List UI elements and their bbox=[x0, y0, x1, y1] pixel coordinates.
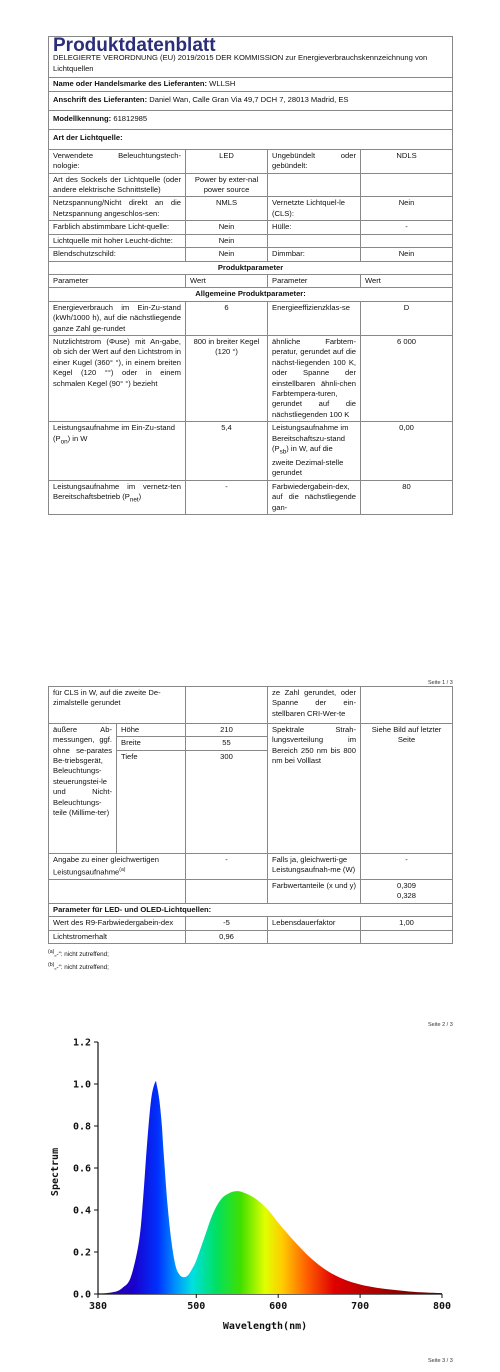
row-label: Lichtquelle mit hoher Leucht-dichte: bbox=[49, 234, 186, 247]
pon-label: Leistungsaufnahme im Ein-Zu-stand $(P_{on})$ in W bbox=[49, 422, 186, 481]
row-label: Hülle: bbox=[268, 221, 361, 234]
col-header-value: Wert bbox=[361, 274, 453, 287]
model-label: Modellkennung: bbox=[53, 114, 112, 124]
x-tick-label: 700 bbox=[351, 1301, 370, 1312]
row-value bbox=[361, 173, 453, 197]
flux-value: 800 in breiter Kegel (120 °) bbox=[186, 335, 268, 421]
table-row bbox=[49, 149, 453, 173]
page-title: Produktdatenblatt bbox=[53, 35, 216, 56]
row-label: Farblich abstimmbare Licht-quelle: bbox=[49, 221, 186, 234]
spd-value: Siehe Bild auf letzter Seite bbox=[361, 723, 453, 853]
life-label: Lebensdauerfaktor bbox=[268, 917, 361, 930]
row-value: Nein bbox=[186, 221, 268, 234]
dims-label: äußere Ab-messungen, ggf. ohne se-parates Be-triebsgerät, Beleuchtungs-steuerungstei-le und Nicht-Beleuchtungs-teile (Millime-ter) bbox=[49, 723, 117, 853]
y-tick-label: 0.8 bbox=[72, 1121, 91, 1133]
row-value bbox=[361, 234, 453, 247]
supplier-name: WLLSH bbox=[209, 79, 236, 89]
page-number: Seite 2 / 3 bbox=[428, 1022, 453, 1028]
equiv-w-value: - bbox=[361, 853, 453, 879]
maint-value: 0,96 bbox=[186, 930, 268, 943]
row-label: Netzspannung/Nicht direkt an die Netzspannung angeschlos-sen: bbox=[49, 197, 186, 221]
table-row bbox=[49, 917, 453, 930]
row-label: Ungebündelt oder gebündelt: bbox=[268, 149, 361, 173]
row-label: Art des Sockels der Lichtquelle (oder andere elektrische Schnittstelle) bbox=[49, 173, 186, 197]
page-1 bbox=[48, 36, 452, 515]
table-row bbox=[49, 687, 453, 724]
page-number: Seite 3 / 3 bbox=[428, 1358, 453, 1364]
col-header-param: Parameter bbox=[49, 274, 186, 287]
y-axis-label: Spectrum bbox=[50, 1147, 61, 1197]
equiv-label: Angabe zu einer gleichwertigen Leistungsaufnahme$^{(a)}$ bbox=[49, 853, 186, 879]
cri-cont-label: ze Zahl gerundet, oder Spanne der ein-stellbaren CRI-Wer-te bbox=[268, 687, 361, 724]
table-row bbox=[49, 173, 453, 197]
energy-label: Energieverbrauch im Ein-Zu-stand (kWh/1000 h), auf die nächstliegende ganze Zahl ge-rundet bbox=[49, 301, 186, 335]
psb-value: 0,00 bbox=[361, 422, 453, 481]
energy-value: 6 bbox=[186, 301, 268, 335]
psb-label: Leistungsaufnahme im Bereitschaftszu-stand $(P_{sb})$ in W, auf die zweite Dezimal-stelle gerundet bbox=[268, 422, 361, 481]
row-value: Nein bbox=[361, 248, 453, 261]
dim-name: Breite bbox=[117, 737, 186, 750]
x-axis-label: Wavelength(nm) bbox=[222, 1321, 308, 1332]
row-value: NDLS bbox=[361, 149, 453, 173]
row-value: Nein bbox=[186, 248, 268, 261]
table-row bbox=[49, 723, 453, 736]
cct-label: ähnliche Farbtem-peratur, gerundet auf die nächst-liegenden 100 K, oder Spanne der einstellbaren ähnli-chen Farbtempera-turen, gerundet auf die nächstliegenden 100 K bbox=[268, 335, 361, 421]
life-value: 1,00 bbox=[361, 917, 453, 930]
model-number: 61812985 bbox=[113, 114, 148, 124]
column-header-row bbox=[49, 274, 453, 287]
x-tick-label: 500 bbox=[187, 1301, 206, 1312]
spectrum-area bbox=[98, 1081, 442, 1294]
x-tick-label: 800 bbox=[432, 1301, 452, 1312]
x-tick-label: 380 bbox=[88, 1301, 108, 1312]
chroma-values: 0,309 0,328 bbox=[361, 879, 453, 903]
dim-value: 300 bbox=[186, 750, 268, 853]
flux-label: Nutzlichtstrom (Φuse) mit An-gabe, ob sich der Wert auf den Lichtstrom in einer Kugel (360° °), in einem breiten Kegel (120 °°) oder in einem schmalen Kegel (90° °) bezieht bbox=[49, 335, 186, 421]
table-row bbox=[49, 335, 453, 421]
row-label bbox=[268, 173, 361, 197]
datasheet-table-page2 bbox=[48, 686, 453, 944]
row-value: - bbox=[361, 221, 453, 234]
col-header-value: Wert bbox=[186, 274, 268, 287]
product-params-heading: Produktparameter bbox=[49, 261, 453, 274]
x-tick-label: 600 bbox=[269, 1301, 288, 1312]
footnote-a: $^{(a)}$„-“: nicht zutreffend; bbox=[48, 949, 109, 959]
y-tick-label: 1.2 bbox=[72, 1037, 91, 1049]
pon-value: 5,4 bbox=[186, 422, 268, 481]
row-value: NMLS bbox=[186, 197, 268, 221]
supplier-name-label: Name oder Handelsmarke des Lieferanten: bbox=[53, 79, 208, 89]
r9-label: Wert des R9-Farbwiedergabein-dex bbox=[49, 917, 186, 930]
y-tick-label: 0.2 bbox=[72, 1247, 91, 1259]
row-label: Verwendete Beleuchtungstech-nologie: bbox=[49, 149, 186, 173]
y-tick-label: 0.4 bbox=[72, 1205, 91, 1217]
page-number: Seite 1 / 3 bbox=[428, 680, 453, 686]
page-2 bbox=[48, 686, 452, 973]
table-row bbox=[49, 221, 453, 234]
dim-value: 210 bbox=[186, 723, 268, 736]
table-row bbox=[49, 234, 453, 247]
col-header-param: Parameter bbox=[268, 274, 361, 287]
row-label: Vernetzte Lichtquel-le (CLS): bbox=[268, 197, 361, 221]
table-row bbox=[49, 879, 453, 903]
table-row bbox=[49, 197, 453, 221]
table-row bbox=[49, 930, 453, 943]
row-label bbox=[268, 234, 361, 247]
dim-value: 55 bbox=[186, 737, 268, 750]
table-row bbox=[49, 422, 453, 481]
cls-cont-label: für CLS in W, auf die zweite De-zimalstelle gerundet bbox=[49, 687, 186, 724]
eeclass-value: D bbox=[361, 301, 453, 335]
row-value: Nein bbox=[186, 234, 268, 247]
row-label: Dimmbar: bbox=[268, 248, 361, 261]
led-params-heading: Parameter für LED- und OLED-Lichtquellen: bbox=[49, 903, 453, 916]
row-value: LED bbox=[186, 149, 268, 173]
cct-value: 6 000 bbox=[361, 335, 453, 421]
row-label: Blendschutzschild: bbox=[49, 248, 186, 261]
maint-label: Lichtstromerhalt bbox=[49, 930, 186, 943]
spd-label: Spektrale Strah-lungsverteilung im Bereich 250 nm bis 800 nm bei Volllast bbox=[268, 723, 361, 853]
row-value: Power by exter-nal power source bbox=[186, 173, 268, 197]
datasheet-table-page1 bbox=[48, 36, 453, 515]
eeclass-label: Energieeffizienzklas-se bbox=[268, 301, 361, 335]
pnet-label: Leistungsaufnahme im vernetz-ten Bereitschaftsbetrieb $(P_{net})$ bbox=[49, 480, 186, 514]
light-source-type-heading: Art der Lichtquelle: bbox=[49, 130, 453, 149]
table-row bbox=[49, 301, 453, 335]
table-row bbox=[49, 248, 453, 261]
equiv-value: - bbox=[186, 853, 268, 879]
table-row bbox=[49, 480, 453, 514]
dim-name: Tiefe bbox=[117, 750, 186, 853]
footnote-b: $^{(b)}$„-“: nicht zutreffend; bbox=[48, 962, 109, 972]
general-params-heading: Allgemeine Produktparameter: bbox=[49, 288, 453, 301]
y-tick-label: 1.0 bbox=[72, 1079, 91, 1091]
row-value: Nein bbox=[361, 197, 453, 221]
y-tick-label: 0.0 bbox=[72, 1289, 91, 1301]
address: Daniel Wan, Calle Gran Via 49,7 DCH 7, 28013 Madrid, ES bbox=[149, 94, 349, 104]
dim-name: Höhe bbox=[117, 723, 186, 736]
y-tick-label: 0.6 bbox=[72, 1163, 91, 1175]
chroma-label: Farbwertanteile (x und y) bbox=[268, 879, 361, 903]
regulation-text: DELEGIERTE VERORDNUNG (EU) 2019/2015 DER KOMMISSION zur Energieverbrauchskennzeichnung von Lichtquellen bbox=[53, 53, 428, 73]
pnet-value: - bbox=[186, 480, 268, 514]
table-row bbox=[49, 853, 453, 879]
cri-value: 80 bbox=[361, 480, 453, 514]
address-label: Anschrift des Lieferanten: bbox=[53, 94, 148, 104]
spectrum-chart bbox=[40, 1032, 460, 1352]
equiv-w-label: Falls ja, gleichwerti-ge Leistungsaufnah-me (W) bbox=[268, 853, 361, 879]
r9-value: -5 bbox=[186, 917, 268, 930]
cri-label: Farbwiedergabein-dex, auf die nächstliegende gan- bbox=[268, 480, 361, 514]
